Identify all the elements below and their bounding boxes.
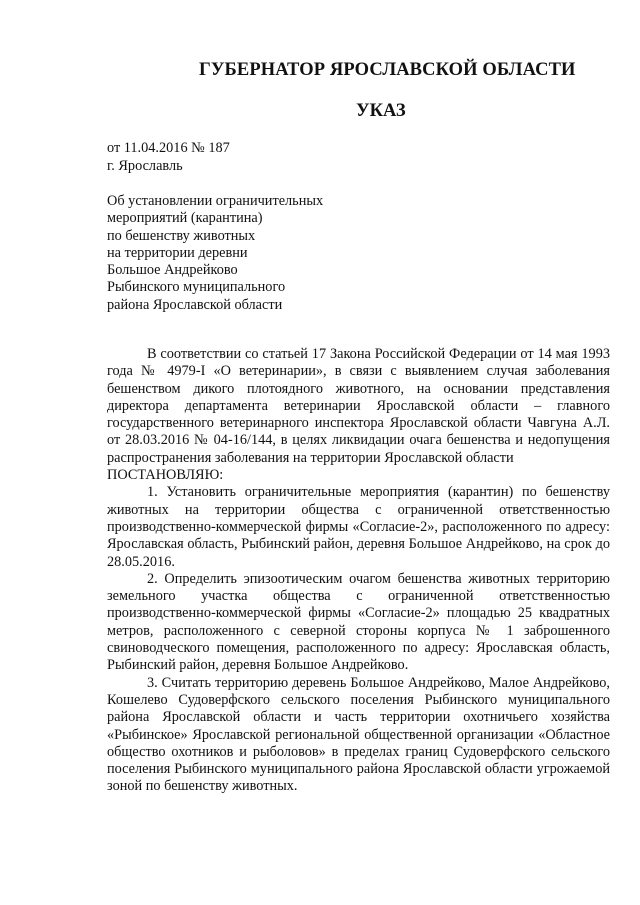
- subject-line: Рыбинского муниципального: [107, 279, 286, 296]
- decree-item-1: 1. Установить ограничительные мероприятия (карантин) по бешенству животных на территории общества с ограниченной ответственностью производственно-коммерческой фирмы «Согласие-2», расположенного по адресу: Ярославская область, Рыбинский район, деревня Большое Андрейково, на срок до 28.05.2016.: [107, 484, 610, 570]
- subject-line: на территории деревни: [107, 244, 248, 261]
- document-subject: [107, 193, 323, 314]
- document-meta: [107, 139, 230, 175]
- subject-line: района Ярославской области: [107, 296, 283, 313]
- subject-line: Большое Андрейково: [107, 262, 238, 279]
- subject-line: мероприятий (карантина): [107, 210, 263, 227]
- decree-item-2: 2. Определить эпизоотическим очагом бешенства животных территорию земельного участка общества с ограниченной ответственностью производственно-коммерческой фирмы «Согласие-2» площадью 25 квадратных метров, расположенного с северной стороны корпуса № 1 заброшенного свиноводческого помещения, расположенного по адресу: Ярославская область, Рыбинский район, деревня Большое Андрейково.: [107, 570, 610, 674]
- date-number: от 11.04.2016 № 187: [107, 140, 230, 156]
- document-body: [107, 346, 610, 796]
- subject-line: Об установлении ограничительных: [107, 193, 324, 209]
- issuing-authority: ГУБЕРНАТОР ЯРОСЛАВСКОЙ ОБЛАСТИ: [199, 60, 576, 80]
- preamble-paragraph: В соответствии со статьей 17 Закона Российской Федерации от 14 мая 1993 года № 4979-I «О ветеринарии», в связи с выявлением случая заболевания бешенством дикого плотоядного животного, на основании представления директора департамента ветеринарии Ярославской области – главного государственного ветеринарного инспектора Ярославской области Чавгуна А.Л. от 28.03.2016 № 04-16/144, в целях ликвидации очага бешенства и недопущения распространения заболевания на территории Ярославской области: [107, 346, 610, 466]
- decree-word: ПОСТАНОВЛЯЮ:: [107, 467, 224, 484]
- city: г. Ярославль: [107, 158, 183, 174]
- decree-item-3: 3. Считать территорию деревень Большое Андрейково, Малое Андрейково, Кошелево Судоверфского сельского поселения Рыбинского муниципального района Ярославской области и часть территории охотничьего хозяйства «Рыбинское» Ярославской региональной общественной организации «Областное общество охотников и рыболовов» в пределах границ Судоверфского сельского поселения Рыбинского муниципального района Ярославской области угрожаемой зоной по бешенству животных.: [107, 674, 610, 795]
- document-type: УКАЗ: [356, 101, 406, 121]
- subject-line: по бешенству животных: [107, 227, 256, 244]
